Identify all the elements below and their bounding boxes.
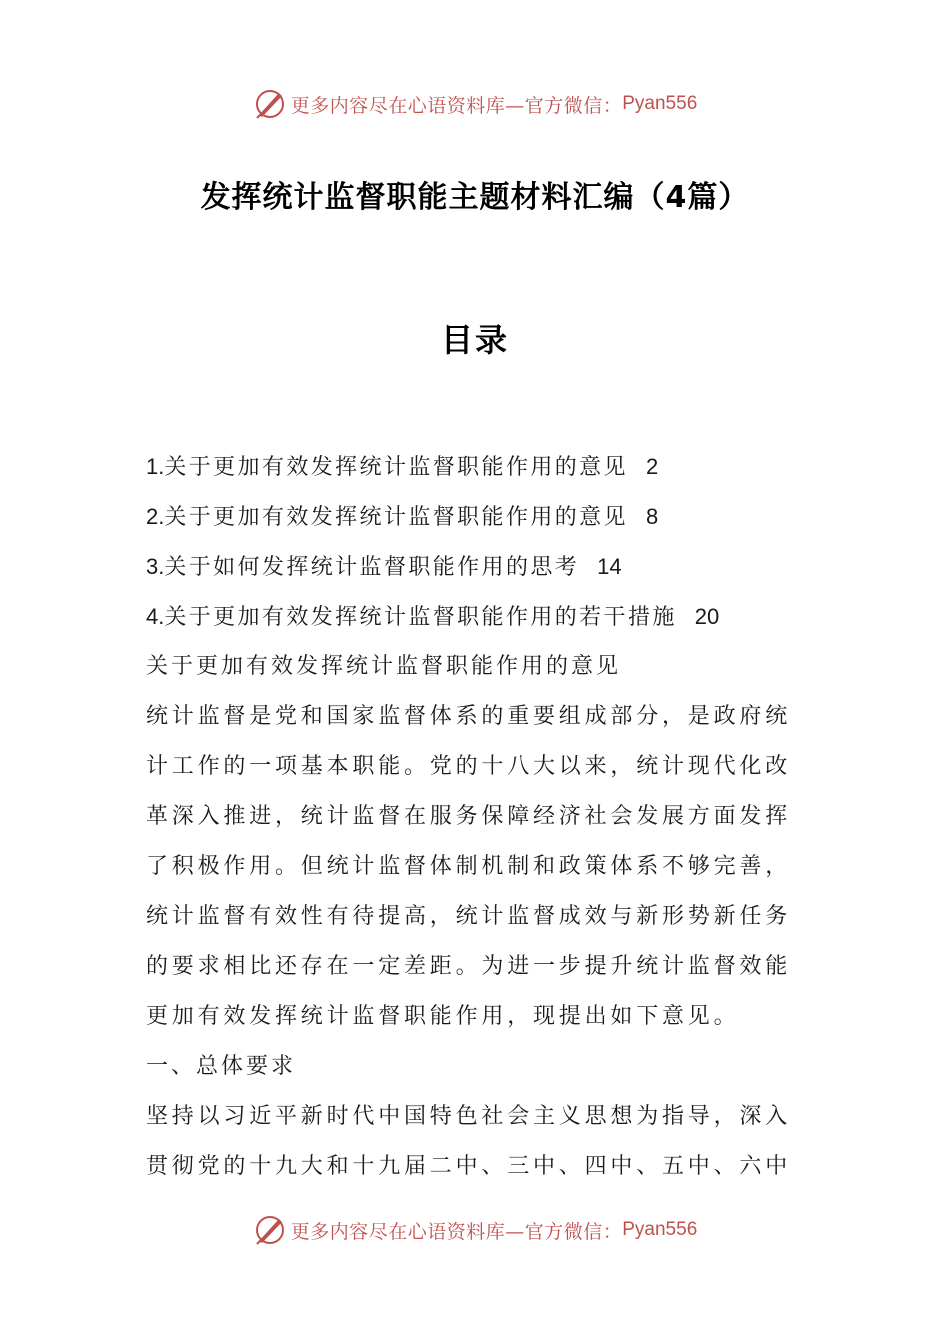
paragraph-line: 更加有效发挥统计监督职能作用，现提出如下意见。	[146, 1004, 740, 1029]
paragraph-line: 坚持以习近平新时代中国特色社会主义思想为指导，深入	[146, 1104, 792, 1129]
toc-entry-text: 关于更加有效发挥统计监督职能作用的意见	[164, 505, 628, 530]
document-title: 发挥统计监督职能主题材料汇编（4篇）	[200, 180, 750, 215]
quill-pen-logo-icon	[253, 1213, 287, 1247]
toc-entry-number: 1.	[146, 454, 165, 479]
toc-entry[interactable]	[146, 592, 816, 642]
toc-entry-number: 3.	[146, 554, 165, 579]
footer-banner	[0, 1208, 950, 1252]
toc-entry-page: 8	[645, 504, 659, 529]
toc-entry[interactable]	[146, 492, 816, 542]
paragraph-line: 的要求相比还存在一定差距。为进一步提升统计监督效能	[146, 954, 792, 979]
toc-entry-page: 2	[645, 454, 659, 479]
banner-text: 更多内容尽在心语资料库—官方微信：	[290, 1220, 623, 1243]
toc-entry-number: 2.	[146, 504, 165, 529]
paragraph-line: 统计监督是党和国家监督体系的重要组成部分，是政府统	[146, 704, 792, 729]
toc-entry-page: 14	[597, 554, 622, 579]
paragraph-line: 统计监督有效性有待提高，统计监督成效与新形势新任务	[146, 904, 792, 929]
subheading: 一、总体要求	[146, 1054, 297, 1079]
paragraph-line: 革深入推进，统计监督在服务保障经济社会发展方面发挥	[146, 804, 792, 829]
paragraph-line: 了积极作用。但统计监督体制机制和政策体系不够完善，	[146, 854, 792, 879]
banner-text: 更多内容尽在心语资料库—官方微信：	[290, 94, 623, 117]
toc-entry[interactable]	[146, 542, 816, 592]
toc-entry[interactable]	[146, 442, 816, 492]
paragraph-line: 贯彻党的十九大和十九届二中、三中、四中、五中、六中	[146, 1154, 792, 1179]
toc-heading: 目录	[440, 321, 509, 359]
document-body	[146, 442, 816, 1192]
toc-entry-page: 20	[694, 604, 720, 629]
toc-entry-number: 4.	[146, 604, 165, 629]
wechat-id: Pyan556	[622, 1219, 698, 1240]
toc-entry-text: 关于更加有效发挥统计监督职能作用的若干措施	[164, 605, 677, 630]
header-banner	[0, 82, 950, 126]
toc-entry-text: 关于如何发挥统计监督职能作用的思考	[164, 555, 580, 580]
toc-entry-text: 关于更加有效发挥统计监督职能作用的意见	[164, 455, 628, 480]
paragraph-line: 计工作的一项基本职能。党的十八大以来，统计现代化改	[146, 754, 792, 779]
wechat-id: Pyan556	[622, 93, 698, 114]
quill-pen-logo-icon	[253, 87, 287, 121]
section-title: 关于更加有效发挥统计监督职能作用的意见	[146, 654, 622, 679]
